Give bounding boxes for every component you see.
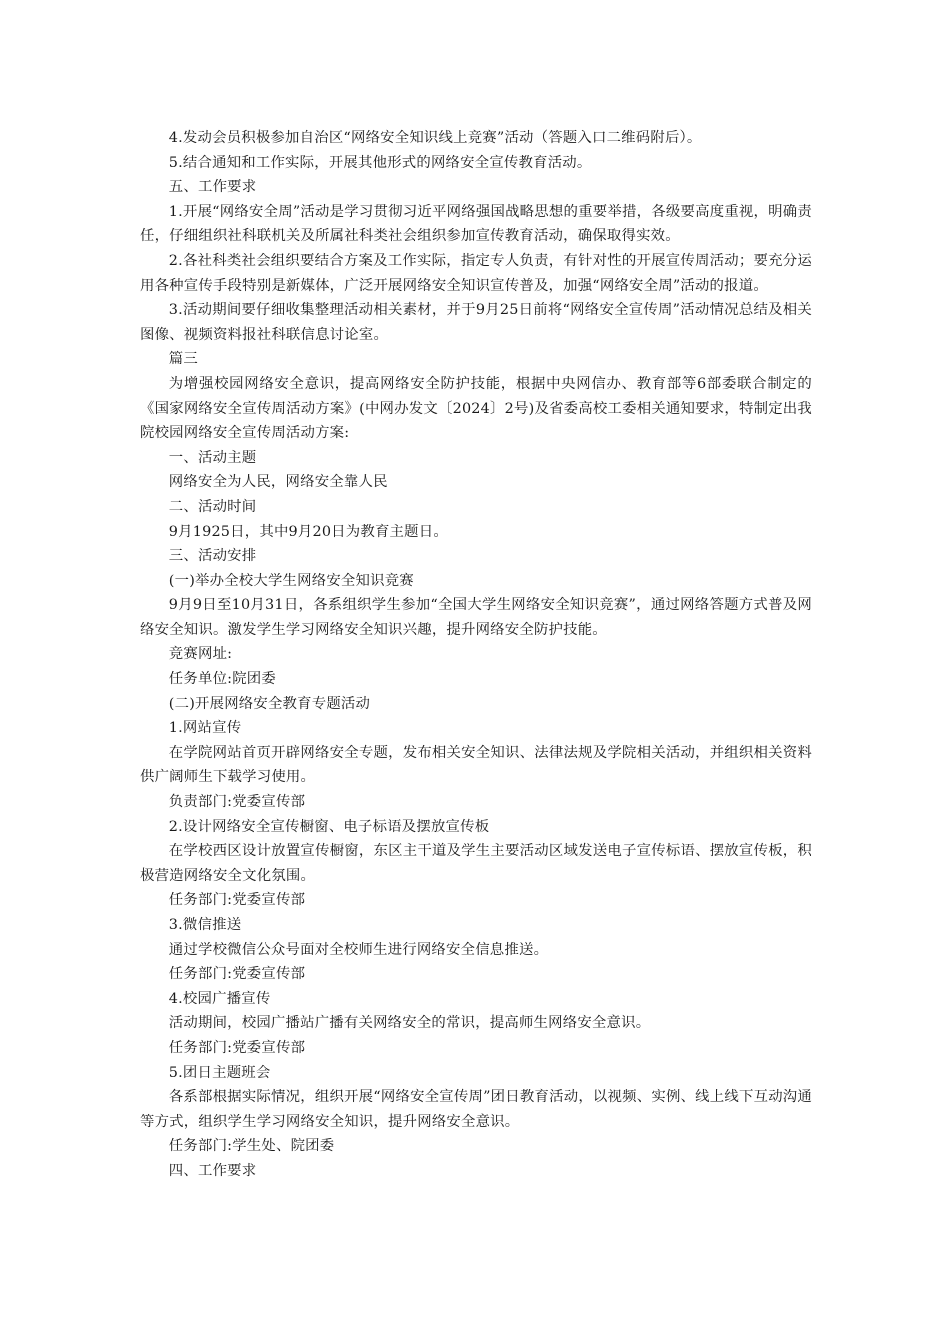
item-showcase-text: 在学校西区设计放置宣传橱窗，东区主干道及学生主要活动区域发送电子宣传标语、摆放宣传板，积极营造网络安全文化氛围。	[140, 843, 812, 884]
section-heading-work-requirements: 五、工作要求	[168, 179, 257, 196]
item-wechat-text: 通过学校微信公众号面对全校师生进行网络安全信息推送。	[168, 941, 549, 958]
item-wechat-heading: 3.微信推送	[168, 917, 242, 933]
competition-unit: 任务单位:院团委	[168, 671, 276, 688]
time-text: 9月1925日，其中9月20日为教育主题日。	[168, 523, 448, 540]
item-website-text: 在学院网站首页开辟网络安全专题，发布相关安全知识、法律法规及学院相关活动，并组织相关资料供广阔师生下载学习使用。	[140, 744, 812, 786]
document-page	[140, 126, 812, 1184]
item-4-join-competition: 4.发动会员积极参加自治区“网络安全知识线上竞赛”活动（答题入口二维码附后）。	[168, 130, 702, 146]
competition-url-label: 竞赛网址:	[168, 646, 233, 663]
part-three-intro: 为增强校园网络安全意识，提高网络安全防护技能，根据中央网信办、教育部等6部委联合制定的《国家网络安全宣传周活动方案》(中网办发文〔2024〕2号)及省委高校工委相关通知要求，特制定出我院校园网络安全宣传周活动方案:	[140, 375, 812, 442]
item-wechat-dept: 任务部门:党委宣传部	[168, 966, 306, 983]
section-heading-time: 二、活动时间	[168, 498, 257, 515]
item-broadcast-dept: 任务部门:党委宣传部	[168, 1039, 306, 1056]
competition-text: 9月9日至10月31日，各系组织学生参加“全国大学生网络安全知识竞赛”，通过网络答题方式普及网络安全知识。激发学生学习网络安全知识兴趣，提升网络安全防护技能。	[140, 597, 812, 638]
part-three-heading: 篇三	[168, 351, 198, 368]
subheading-education-activities: (二)开展网络安全教育专题活动	[168, 695, 371, 712]
theme-text: 网络安全为人民，网络安全靠人民	[168, 474, 388, 491]
item-class-meeting-text: 各系部根据实际情况，组织开展“网络安全宣传周”团日教育活动，以视频、实例、线上线下互动沟通等方式，组织学生学习网络安全知识，提升网络安全意识。	[140, 1089, 812, 1130]
requirement-3: 3.活动期间要仔细收集整理活动相关素材，并于9月25日前将“网络安全宣传周”活动情况总结及相关图像、视频资料报社科联信息讨论室。	[140, 302, 812, 343]
requirement-1: 1.开展“网络安全周”活动是学习贯彻习近平网络强国战略思想的重要举措，各级要高度重视，明确责任，仔细组织社科联机关及所属社科类社会组织参加宣传教育活动，确保取得实效。	[140, 203, 812, 245]
item-class-meeting-heading: 5.团日主题班会	[168, 1064, 271, 1081]
item-website-heading: 1.网站宣传	[168, 720, 242, 737]
item-showcase-heading: 2.设计网络安全宣传橱窗、电子标语及摆放宣传板	[168, 818, 490, 835]
item-5-other-activities: 5.结合通知和工作实际，开展其他形式的网络安全宣传教育活动。	[168, 154, 592, 171]
item-class-meeting-dept: 任务部门:学生处、院团委	[168, 1138, 335, 1155]
subheading-competition: (一)举办全校大学生网络安全知识竞赛	[168, 572, 414, 589]
requirement-2: 2.各社科类社会组织要结合方案及工作实际，指定专人负责，有针对性的开展宣传周活动；要充分运用各种宣传手段特别是新媒体，广泛开展网络安全知识宣传普及，加强“网络安全周”活动的报道。	[140, 252, 812, 294]
section-heading-work-requirements-2: 四、工作要求	[168, 1162, 257, 1179]
item-broadcast-text: 活动期间，校园广播站广播有关网络安全的常识，提高师生网络安全意识。	[168, 1015, 651, 1032]
section-heading-theme: 一、活动主题	[168, 449, 257, 466]
section-heading-arrangement: 三、活动安排	[168, 548, 257, 565]
item-showcase-dept: 任务部门:党委宣传部	[168, 892, 306, 909]
item-website-dept: 负责部门:党委宣传部	[168, 794, 306, 811]
item-broadcast-heading: 4.校园广播宣传	[168, 990, 271, 1007]
